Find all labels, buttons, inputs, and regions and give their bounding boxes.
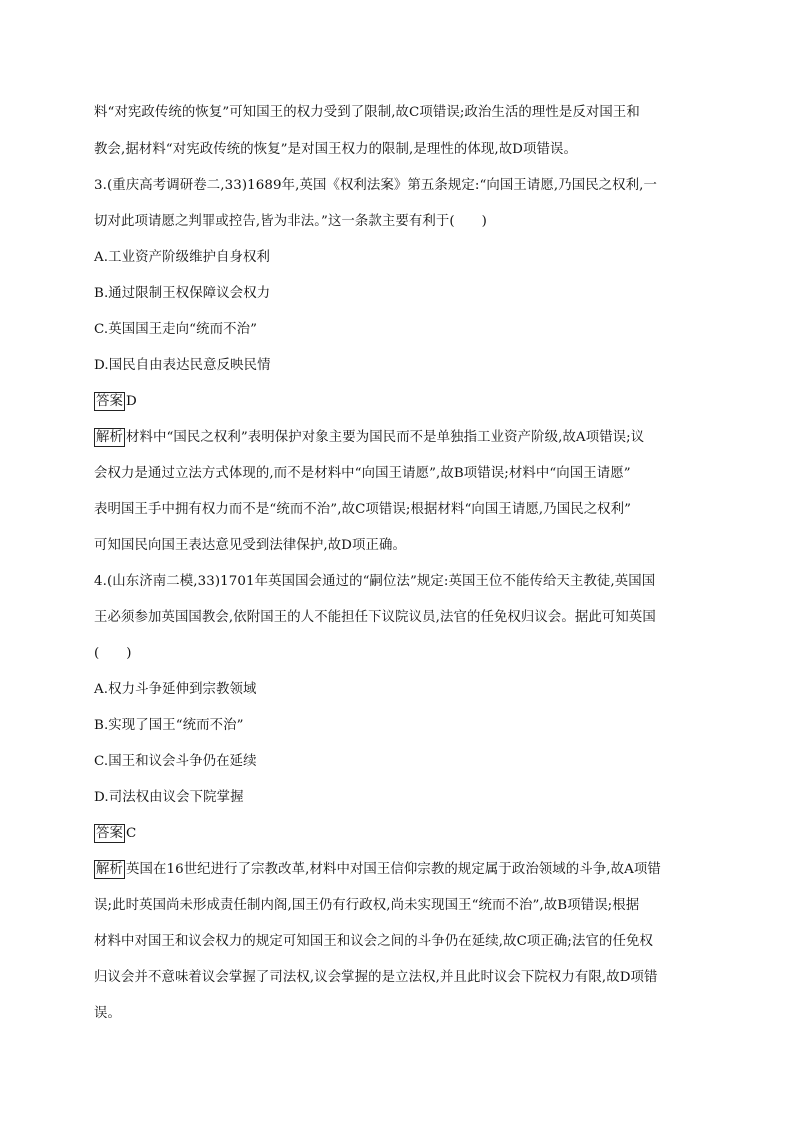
q3-option-d: D.国民自由表达民意反映民情 xyxy=(94,358,271,373)
q3-analysis-line-3: 表明国王手中拥有权力而不是“统而不治”,故C项错误;根据材料“向国王请愿,乃国民之权利” xyxy=(94,502,632,517)
q4-answer xyxy=(94,824,136,844)
q4-option-b: B.实现了国王“统而不治” xyxy=(94,718,244,733)
q3-stem-line-1: 3.(重庆高考调研卷二,33)1689年,英国《权利法案》第五条规定:“向国王请愿,乃国民之权利,一 xyxy=(94,178,658,193)
q3-analysis-line-1 xyxy=(94,428,644,448)
q3-option-a: A.工业资产阶级维护自身权利 xyxy=(94,250,271,265)
q4-option-a: A.权力斗争延伸到宗教领域 xyxy=(94,682,257,697)
q3-option-c: C.英国国王走向“统而不治” xyxy=(94,322,258,337)
q4-stem-line-2: 王必须参加英国国教会,依附国王的人不能担任下议院议员,法官的任免权归议会。据此可知英国 xyxy=(94,610,656,625)
prev-analysis-line-1: 料“对宪政传统的恢复”可知国王的权力受到了限制,故C项错误;政治生活的理性是反对国王和 xyxy=(94,105,640,120)
q4-answer-value: C xyxy=(125,826,137,841)
q4-option-c: C.国王和议会斗争仍在延续 xyxy=(94,754,257,769)
q4-stem-line-3: ( ) xyxy=(94,646,132,661)
answer-label: 答案 xyxy=(96,394,123,409)
q3-option-b: B.通过限制王权保障议会权力 xyxy=(94,286,271,301)
q3-analysis-text-1: 材料中“国民之权利”表明保护对象主要为国民而不是单独指工业资产阶级,故A项错误;议 xyxy=(125,430,645,445)
q3-answer xyxy=(94,392,137,412)
q4-analysis-line-5: 误。 xyxy=(94,1006,121,1021)
q3-stem-line-2: 切对此项请愿之判罪或控告,皆为非法。”这一条款主要有利于( ) xyxy=(94,214,487,229)
q4-stem-line-1: 4.(山东济南二模,33)1701年英国国会通过的“嗣位法”规定:英国王位不能传给天主教徒,英国国 xyxy=(94,574,656,589)
q4-analysis-line-4: 归议会并不意味着议会掌握了司法权,议会掌握的是立法权,并且此时议会下院权力有限,故D项错 xyxy=(94,970,658,985)
prev-analysis-line-2: 教会,据材料“对宪政传统的恢复”是对国王权力的限制,是理性的体现,故D项错误。 xyxy=(94,142,577,157)
q4-option-d: D.司法权由议会下院掌握 xyxy=(94,790,244,805)
q3-analysis-line-2: 会权力是通过立法方式体现的,而不是材料中“向国王请愿”,故B项错误;材料中“向国王请愿” xyxy=(94,466,631,481)
analysis-label: 解析 xyxy=(96,862,123,877)
q3-analysis-line-4: 可知国民向国王表达意见受到法律保护,故D项正确。 xyxy=(94,538,406,553)
q4-analysis-text-1: 英国在16世纪进行了宗教改革,材料中对国王信仰宗教的规定属于政治领域的斗争,故A项错 xyxy=(125,862,661,877)
q3-answer-value: D xyxy=(125,394,137,409)
q4-analysis-line-2: 误;此时英国尚未形成责任制内阁,国王仍有行政权,尚未实现国王“统而不治”,故B项错误;根据 xyxy=(94,898,640,913)
answer-label: 答案 xyxy=(96,826,123,841)
analysis-label: 解析 xyxy=(96,430,123,445)
q4-analysis-line-3: 材料中对国王和议会权力的规定可知国王和议会之间的斗争仍在延续,故C项正确;法官的任免权 xyxy=(94,934,653,949)
q4-analysis-line-1 xyxy=(94,860,661,880)
